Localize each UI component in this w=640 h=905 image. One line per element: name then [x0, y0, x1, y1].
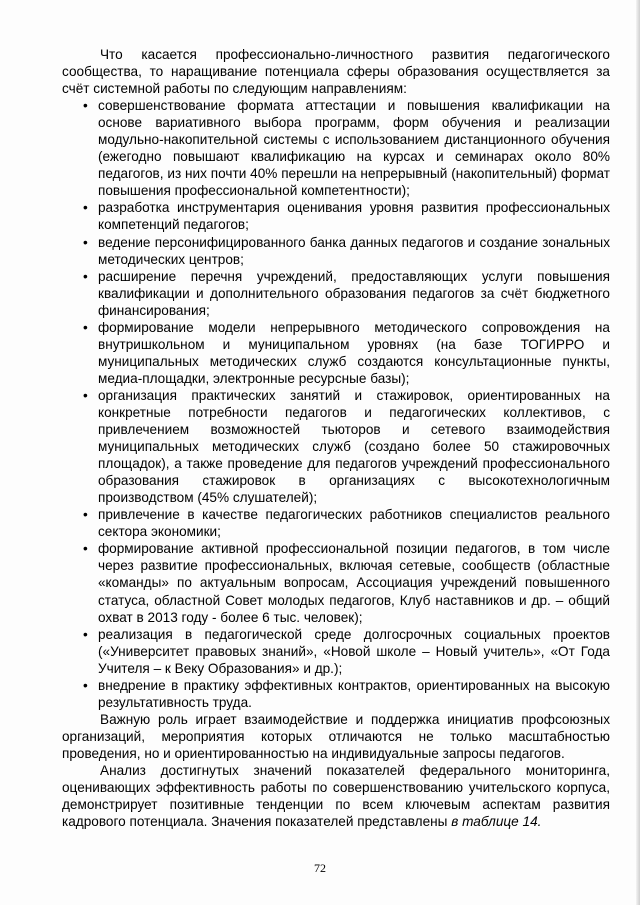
list-item — [62, 234, 610, 268]
bullet-icon: • — [83, 677, 88, 693]
list-item-text: совершенствование формата аттестации и повышения квалификации на основе вариативного выбора программ, форм обучения и реализации модульно-накопительной системы с использованием дистанционного обучения (ежегодно повышают квалификацию на курсах и семинарах около 80% педагогов, из них почти 40% перешли на непрерывный (накопительный) формат повышения профессиональной компетентности); — [98, 98, 610, 199]
list-item — [62, 97, 610, 199]
list-item-text: разработка инструментария оценивания уровня развития профессиональных компетенций педагогов; — [98, 200, 610, 233]
list-item-text: формирование модели непрерывного методического сопровождения на внутришкольном и муниципальном уровнях (на базе ТОГИРРО и муниципальных методических служб создаются консультационные пункты, медиа-площадки, электронные ресурсные базы); — [98, 319, 610, 386]
table-reference: в таблице 14. — [451, 814, 542, 830]
list-item — [62, 268, 610, 319]
intro-paragraph: Что касается профессионально-личностного развития педагогического сообщества, то наращивание потенциала сферы образования осуществляется за счёт системной работы по следующим направлениям: — [62, 47, 610, 97]
list-item-text: расширение перечня учреждений, предоставляющих услуги повышения квалификации и дополнительного образования педагогов за счёт бюджетного финансирования; — [98, 268, 610, 318]
directions-list — [62, 97, 610, 711]
bullet-icon: • — [83, 507, 88, 523]
list-item-text: привлечение в качестве педагогических работников специалистов реального сектора экономики; — [98, 507, 610, 540]
bullet-icon: • — [83, 626, 88, 642]
list-item — [62, 387, 610, 506]
list-item-text: реализация в педагогической среде долгосрочных социальных проектов («Университет правовых знаний», «Новой школе – Новый учитель», «От Года Учителя – к Веку Образования» и др.); — [98, 626, 610, 676]
bullet-icon: • — [83, 200, 88, 216]
list-item — [62, 319, 610, 387]
bullet-icon: • — [83, 234, 88, 250]
analysis-text: Анализ достигнутых значений показателей федерального мониторинга, оценивающих эффективность работы по совершенствованию учительского корпуса, демонстрирует позитивные тенденции по всем ключевым аспектам развития кадрового потенциала. Значения показателей представлены — [62, 762, 610, 830]
bullet-icon: • — [83, 541, 88, 557]
list-item-text: формирование активной профессиональной позиции педагогов, в том числе через развитие профессиональных, включая сетевые, сообществ (областные «команды» по актуальным вопросам, Ассоциация учреждений повышенного статуса, областной Совет молодых педагогов, Клуб наставников и др. – общий охват в 2013 году - более 6 тыс. человек); — [98, 541, 610, 625]
bullet-icon: • — [83, 98, 88, 114]
page-body — [62, 46, 610, 830]
bullet-icon: • — [83, 268, 88, 284]
list-item-text: организация практических занятий и стажировок, ориентированных на конкретные потребности педагогов и педагогических коллективов, с привлечением возможностей тьюторов и сетевого взаимодействия муниципальных методических служб (создано более 50 стажировочных площадок), а также проведение для педагогов учреждений профессионального образования стажировок в организациях с высокотехнологичным производством (45% слушателей); — [98, 387, 610, 506]
page-number: 72 — [314, 861, 326, 875]
list-item — [62, 540, 610, 625]
trade-union-paragraph: Важную роль играет взаимодействие и поддержка инициатив профсоюзных организаций, мероприятия которых отличаются не только масштабностью проведения, но и ориентированностью на индивидуальные запросы педагогов. — [62, 711, 610, 761]
list-item — [62, 626, 610, 677]
bullet-icon: • — [83, 319, 88, 335]
list-item — [62, 506, 610, 540]
list-item — [62, 677, 610, 711]
bullet-icon: • — [83, 387, 88, 403]
analysis-paragraph — [62, 762, 610, 830]
list-item-text: внедрение в практику эффективных контрактов, ориентированных на высокую результативность труда. — [98, 677, 610, 710]
list-item — [62, 199, 610, 233]
list-item-text: ведение персонифицированного банка данных педагогов и создание зональных методических центров; — [98, 234, 610, 267]
page-edge-shadow — [636, 0, 640, 905]
